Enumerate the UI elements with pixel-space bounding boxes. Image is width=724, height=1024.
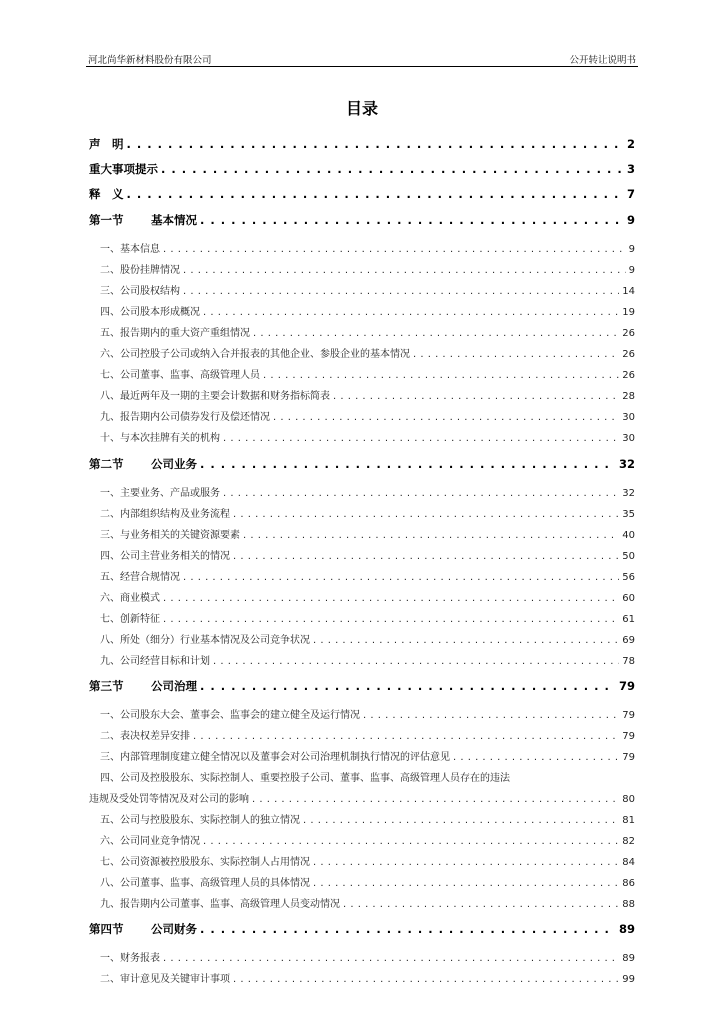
toc-subentry[interactable]	[89, 949, 635, 964]
dot-leader	[203, 836, 619, 847]
dot-leader	[303, 815, 619, 826]
toc-entry-page: 9	[628, 244, 635, 255]
toc-entry-label: 九、报告期内公司董事、监事、高级管理人员变动情况	[100, 899, 340, 910]
toc-subentry[interactable]	[89, 895, 635, 910]
dot-leader	[313, 635, 619, 646]
section-number: 第一节	[89, 213, 124, 227]
toc-subentry[interactable]	[89, 547, 635, 562]
toc-subentry[interactable]	[89, 366, 635, 381]
dot-leader	[127, 137, 624, 151]
toc-entry-label: 八、最近两年及一期的主要会计数据和财务指标简表	[100, 391, 330, 402]
toc-title: 目录	[345, 99, 378, 118]
toc-entry-label: 六、公司控股子公司或纳入合并报表的其他企业、参股企业的基本情况	[100, 349, 410, 360]
toc-subentry-wrapped-line[interactable]: 四、公司及控股股东、实际控制人、重要控股子公司、董事、监事、高级管理人员存在的违法	[100, 773, 510, 784]
dot-leader	[163, 593, 619, 604]
toc-entry-page: 84	[622, 857, 635, 868]
toc-entry-page: 14	[622, 286, 635, 297]
toc-subentry[interactable]	[89, 345, 635, 360]
toc-entry-page: 69	[622, 635, 635, 646]
toc-section-2[interactable]	[89, 456, 635, 472]
dot-leader	[223, 488, 619, 499]
dot-leader	[183, 286, 619, 297]
toc-entry-page: 82	[622, 836, 635, 847]
toc-entry-page: 88	[622, 899, 635, 910]
toc-subentry[interactable]	[89, 429, 635, 444]
section-title: 公司治理	[151, 679, 197, 693]
toc-entry-statement[interactable]	[89, 136, 635, 152]
toc-subentry[interactable]	[89, 970, 635, 985]
toc-entry-label: 三、与业务相关的关键资源要素	[100, 530, 240, 541]
toc-entry-page: 78	[622, 656, 635, 667]
toc-subentry[interactable]	[89, 568, 635, 583]
toc-entry-label: 九、报告期内公司债券发行及偿还情况	[100, 412, 270, 423]
toc-subentry[interactable]	[89, 727, 635, 742]
toc-section-1[interactable]	[89, 212, 635, 228]
toc-subentry[interactable]	[89, 811, 635, 826]
header-divider	[86, 66, 638, 67]
toc-subentry[interactable]	[89, 631, 635, 646]
toc-entry-label: 声 明	[89, 137, 124, 151]
toc-subentry[interactable]	[89, 324, 635, 339]
toc-entry-label: 三、内部管理制度建立健全情况以及董事会对公司治理机制执行情况的评估意见	[100, 752, 450, 763]
toc-entry-label: 重大事项提示	[89, 162, 158, 176]
toc-subentry[interactable]	[89, 261, 635, 276]
toc-subentry[interactable]	[89, 484, 635, 499]
toc-subentry[interactable]	[89, 748, 635, 763]
toc-entry-page: 7	[626, 187, 635, 201]
toc-subentry[interactable]	[89, 832, 635, 847]
toc-subentry[interactable]	[89, 387, 635, 402]
toc-entry-page: 99	[622, 974, 635, 985]
toc-entry-page: 80	[622, 794, 635, 805]
section-title: 公司业务	[151, 457, 197, 471]
dot-leader	[253, 328, 619, 339]
toc-entry-page: 61	[622, 614, 635, 625]
dot-leader	[200, 922, 616, 936]
section-number: 第三节	[89, 679, 124, 693]
dot-leader	[200, 213, 624, 227]
toc-entry-label: 一、基本信息	[100, 244, 160, 255]
toc-entry-page: 26	[622, 328, 635, 339]
toc-entry-page: 40	[622, 530, 635, 541]
dot-leader	[243, 530, 619, 541]
toc-subentry[interactable]	[89, 853, 635, 868]
header-document-type: 公开转让说明书	[569, 55, 636, 66]
dot-leader	[413, 349, 619, 360]
toc-subentry[interactable]	[89, 303, 635, 318]
dot-leader	[273, 412, 619, 423]
toc-subentry[interactable]	[89, 408, 635, 423]
dot-leader	[333, 391, 619, 402]
toc-entry-label: 一、财务报表	[100, 953, 160, 964]
toc-subentry[interactable]	[89, 652, 635, 667]
dot-leader	[203, 307, 619, 318]
toc-entry-label: 二、表决权差异安排	[100, 731, 190, 742]
dot-leader	[127, 187, 624, 201]
toc-entry-page: 79	[618, 679, 635, 693]
toc-entry-page: 56	[622, 572, 635, 583]
toc-entry-page: 89	[622, 953, 635, 964]
dot-leader	[183, 572, 619, 583]
dot-leader	[363, 710, 619, 721]
toc-entry-label: 一、主要业务、产品或服务	[100, 488, 220, 499]
dot-leader	[183, 265, 626, 276]
section-number: 第二节	[89, 457, 124, 471]
toc-entry-label: 八、所处（细分）行业基本情况及公司竞争状况	[100, 635, 310, 646]
dot-leader	[343, 899, 619, 910]
toc-entry-page: 86	[622, 878, 635, 889]
toc-subentry[interactable]	[89, 505, 635, 520]
toc-entry-page: 79	[622, 731, 635, 742]
toc-entry-major-notice[interactable]	[89, 161, 635, 177]
toc-entry-page: 2	[626, 137, 635, 151]
toc-entry-label: 四、公司主营业务相关的情况	[100, 551, 230, 562]
section-title: 公司财务	[151, 922, 197, 936]
toc-entry-page: 35	[622, 509, 635, 520]
section-number: 第四节	[89, 922, 124, 936]
dot-leader	[223, 433, 619, 444]
dot-leader	[263, 370, 619, 381]
toc-entry-page: 26	[622, 349, 635, 360]
toc-entry-page: 50	[622, 551, 635, 562]
toc-entry-label: 七、创新特征	[100, 614, 160, 625]
toc-section-4[interactable]	[89, 921, 635, 937]
dot-leader	[233, 551, 619, 562]
toc-entry-label: 六、商业模式	[100, 593, 160, 604]
dot-leader	[163, 953, 619, 964]
toc-entry-label: 四、公司股本形成概况	[100, 307, 200, 318]
toc-entry-page: 26	[622, 370, 635, 381]
toc-entry-page: 9	[628, 265, 635, 276]
toc-entry-page: 32	[618, 457, 635, 471]
section-title: 基本情况	[151, 213, 197, 227]
toc-subentry[interactable]	[89, 526, 635, 541]
toc-subentry[interactable]	[89, 874, 635, 889]
toc-entry-label: 八、公司董事、监事、高级管理人员的具体情况	[100, 878, 310, 889]
dot-leader	[313, 857, 619, 868]
dot-leader	[453, 752, 619, 763]
dot-leader	[200, 457, 616, 471]
toc-section-3[interactable]	[89, 678, 635, 694]
dot-leader	[233, 509, 619, 520]
dot-leader	[161, 162, 624, 176]
toc-entry-label: 七、公司资源被控股股东、实际控制人占用情况	[100, 857, 310, 868]
toc-subentry[interactable]	[89, 240, 635, 255]
toc-entry-page: 30	[622, 433, 635, 444]
toc-entry-page: 89	[618, 922, 635, 936]
dot-leader	[193, 731, 619, 742]
toc-subentry[interactable]	[89, 706, 635, 721]
toc-entry-page: 19	[622, 307, 635, 318]
toc-entry-label: 六、公司同业竞争情况	[100, 836, 200, 847]
toc-subentry[interactable]	[89, 610, 635, 625]
dot-leader	[163, 244, 626, 255]
toc-entry-page: 30	[622, 412, 635, 423]
toc-entry-label: 二、股份挂牌情况	[100, 265, 180, 276]
toc-entry-label: 释 义	[89, 187, 124, 201]
toc-entry-page: 9	[626, 213, 635, 227]
dot-leader	[213, 656, 619, 667]
dot-leader	[200, 679, 616, 693]
toc-entry-page: 60	[622, 593, 635, 604]
header-company-name: 河北尚华新材料股份有限公司	[88, 55, 212, 66]
toc-subentry[interactable]	[89, 589, 635, 604]
toc-entry-label: 三、公司股权结构	[100, 286, 180, 297]
toc-entry-page: 79	[622, 752, 635, 763]
toc-entry-label: 十、与本次挂牌有关的机构	[100, 433, 220, 444]
toc-entry-label: 一、公司股东大会、董事会、监事会的建立健全及运行情况	[100, 710, 360, 721]
dot-leader	[252, 794, 619, 805]
toc-entry-page: 28	[622, 391, 635, 402]
dot-leader	[313, 878, 619, 889]
toc-entry-label: 九、公司经营目标和计划	[100, 656, 210, 667]
dot-leader	[163, 614, 619, 625]
toc-entry-label: 五、公司与控股股东、实际控制人的独立情况	[100, 815, 300, 826]
toc-entry-label: 二、内部组织结构及业务流程	[100, 509, 230, 520]
toc-entry-page: 3	[626, 162, 635, 176]
dot-leader	[233, 974, 619, 985]
toc-entry-page: 81	[622, 815, 635, 826]
toc-entry-label: 五、经营合规情况	[100, 572, 180, 583]
toc-entry-label: 违规及受处罚等情况及对公司的影响	[89, 794, 249, 805]
toc-subentry[interactable]	[89, 282, 635, 297]
toc-entry-definitions[interactable]	[89, 186, 635, 202]
toc-entry-page: 79	[622, 710, 635, 721]
toc-subentry[interactable]	[89, 790, 635, 805]
toc-entry-label: 二、审计意见及关键审计事项	[100, 974, 230, 985]
toc-entry-label: 七、公司董事、监事、高级管理人员	[100, 370, 260, 381]
toc-entry-label: 五、报告期内的重大资产重组情况	[100, 328, 250, 339]
toc-entry-page: 32	[622, 488, 635, 499]
